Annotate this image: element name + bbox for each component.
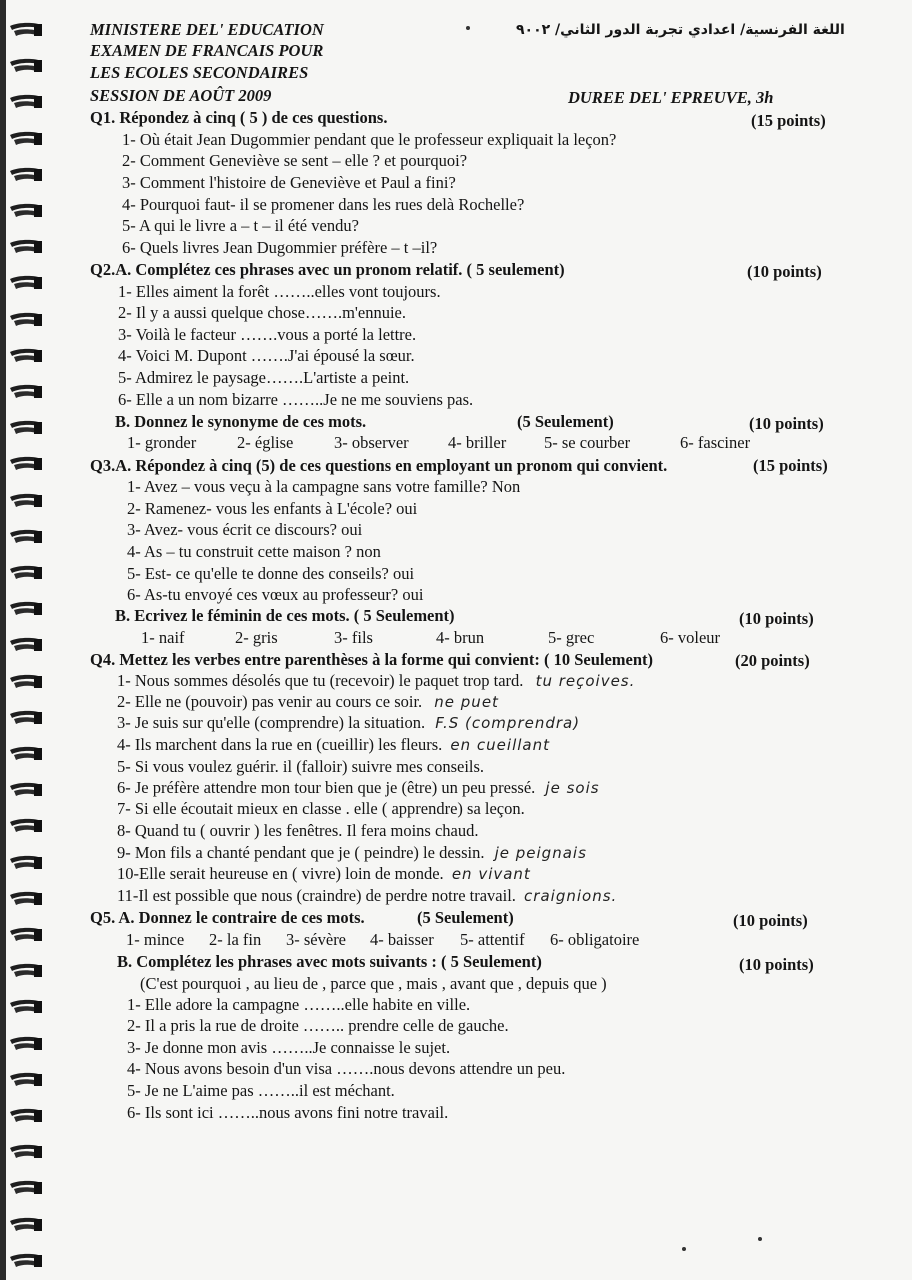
- q3a-item-5: 5- Est- ce qu'elle te donne des conseils? oui: [127, 564, 415, 583]
- q2a-title: Q2.A. Complétez ces phrases avec un pronom relatif. ( 5 seulement): [90, 260, 565, 279]
- q3a-points: (15 points): [753, 456, 828, 475]
- q5b-item-6: 6- Ils sont ici ……..nous avons fini notre travail.: [127, 1103, 449, 1122]
- q3a-item-4: 4- As – tu construit cette maison ? non: [127, 542, 381, 561]
- q5a-word-4: 4- baisser: [370, 930, 434, 949]
- q3b-word-5: 5- grec: [548, 628, 595, 647]
- q5a-points: (10 points): [733, 911, 808, 930]
- q4-item-11: [117, 886, 617, 906]
- q4-item-text: 7- Si elle écoutait mieux en classe . elle ( apprendre) sa leçon.: [117, 799, 525, 818]
- q2a-item-3: 3- Voilà le facteur …….vous a porté la lettre.: [118, 325, 417, 344]
- q4-points: (20 points): [735, 651, 810, 670]
- q4-item-text: 1- Nous sommes désolés que tu (recevoir) le paquet trop tard.: [117, 671, 524, 690]
- q1-item-4: 4- Pourquoi faut- il se promener dans les rues delà Rochelle?: [122, 195, 525, 214]
- q4-item-text: 6- Je préfère attendre mon tour bien que je (être) un peu pressé.: [117, 778, 536, 797]
- q4-item-text: 4- Ils marchent dans la rue en (cueillir) les fleurs.: [117, 735, 443, 754]
- q5b-item-1: 1- Elle adore la campagne ……..elle habite en ville.: [127, 995, 471, 1014]
- q3a-item-1: 1- Avez – vous veçu à la campagne sans votre famille? Non: [127, 477, 521, 496]
- q4-item-4: [117, 735, 550, 755]
- q5b-word-list: (C'est pourquoi , au lieu de , parce que , mais , avant que , depuis que ): [140, 974, 607, 993]
- q2b-note: (5 Seulement): [517, 412, 614, 431]
- q4-item-1: [117, 671, 635, 691]
- q4-item-10: [117, 864, 531, 884]
- stray-dot: [682, 1247, 686, 1251]
- q2a-item-6: 6- Elle a un nom bizarre ……..Je ne me souviens pas.: [118, 390, 474, 409]
- q1-title: Q1. Répondez à cinq ( 5 ) de ces questions.: [90, 108, 388, 127]
- header-session: SESSION DE AOÛT 2009: [90, 86, 272, 105]
- q4-item-2: [117, 692, 499, 712]
- q5a-title: Q5. A. Donnez le contraire de ces mots.: [90, 908, 365, 927]
- q3b-word-2: 2- gris: [235, 628, 278, 647]
- header-exam: EXAMEN DE FRANCAIS POUR: [90, 41, 324, 60]
- q5b-item-4: 4- Nous avons besoin d'un visa …….nous devons attendre un peu.: [127, 1059, 566, 1078]
- q2b-points: (10 points): [749, 414, 824, 433]
- q5a-word-6: 6- obligatoire: [550, 930, 640, 949]
- q2b-word-2: 2- église: [237, 433, 294, 452]
- q4-handwritten-answer: en vivant: [451, 865, 531, 883]
- q4-item-text: 8- Quand tu ( ouvrir ) les fenêtres. Il fera moins chaud.: [117, 821, 479, 840]
- q5a-word-1: 1- mince: [126, 930, 185, 949]
- q2a-item-5: 5- Admirez le paysage…….L'artiste a peint.: [118, 368, 410, 387]
- q4-handwritten-answer: je sois: [545, 779, 600, 797]
- q5b-title: B. Complétez les phrases avec mots suivants : ( 5 Seulement): [117, 952, 542, 971]
- q4-handwritten-answer: en cueillant: [450, 736, 550, 754]
- q4-handwritten-answer: craignions.: [524, 887, 618, 905]
- header-schools: LES ECOLES SECONDAIRES: [90, 63, 309, 82]
- q4-handwritten-answer: je peignais: [494, 844, 587, 862]
- q1-item-1: 1- Où était Jean Dugommier pendant que le professeur expliquait la leçon?: [122, 130, 617, 149]
- q3b-title: B. Ecrivez le féminin de ces mots. ( 5 Seulement): [115, 606, 455, 625]
- q2a-item-2: 2- Il y a aussi quelque chose…….m'ennuie.: [118, 303, 406, 322]
- q4-item-text: 5- Si vous voulez guérir. il (falloir) suivre mes conseils.: [117, 757, 485, 776]
- q5b-item-3: 3- Je donne mon avis ……..Je connaisse le sujet.: [127, 1038, 451, 1057]
- q4-item-9: [117, 843, 587, 863]
- q3b-points: (10 points): [739, 609, 814, 628]
- q2b-word-3: 3- observer: [334, 433, 409, 452]
- q5a-note: (5 Seulement): [417, 908, 514, 927]
- q4-item-text: 2- Elle ne (pouvoir) pas venir au cours ce soir.: [117, 692, 423, 711]
- q4-handwritten-answer: F.S (comprendra): [435, 714, 581, 732]
- stray-dot: [466, 26, 470, 30]
- q1-item-2: 2- Comment Geneviève se sent – elle ? et pourquoi?: [122, 151, 468, 170]
- q4-item-text: 9- Mon fils a chanté pendant que je ( peindre) le dessin.: [117, 843, 485, 862]
- q3a-item-3: 3- Avez- vous écrit ce discours? oui: [127, 520, 363, 539]
- q2a-item-4: 4- Voici M. Dupont …….J'ai épousé la sœur.: [118, 346, 415, 365]
- q3a-title: Q3.A. Répondez à cinq (5) de ces questions en employant un pronom qui convient.: [90, 456, 668, 475]
- q3b-word-3: 3- fils: [334, 628, 373, 647]
- q3b-word-6: 6- voleur: [660, 628, 721, 647]
- q1-points: (15 points): [751, 111, 826, 130]
- q4-item-5: [117, 757, 484, 777]
- q4-item-text: 3- Je suis sur qu'elle (comprendre) la situation.: [117, 713, 426, 732]
- header-duration: DUREE DEL' EPREUVE, 3h: [568, 88, 774, 107]
- q5b-item-2: 2- Il a pris la rue de droite …….. prendre celle de gauche.: [127, 1016, 509, 1035]
- q5b-item-5: 5- Je ne L'aime pas ……..il est méchant.: [127, 1081, 395, 1100]
- q1-item-6: 6- Quels livres Jean Dugommier préfère – t –il?: [122, 238, 438, 257]
- q4-title: Q4. Mettez les verbes entre parenthèses à la forme qui convient: ( 10 Seulement): [90, 650, 654, 669]
- q2a-points: (10 points): [747, 262, 822, 281]
- q3b-word-4: 4- brun: [436, 628, 485, 647]
- q3a-item-2: 2- Ramenez- vous les enfants à L'école? oui: [127, 499, 418, 518]
- header-ministry: MINISTERE DEL' EDUCATION: [90, 20, 324, 39]
- q2b-word-6: 6- fasciner: [680, 433, 751, 452]
- q4-item-3: [117, 713, 580, 733]
- q5a-word-2: 2- la fin: [209, 930, 262, 949]
- q2b-word-4: 4- briller: [448, 433, 507, 452]
- q4-handwritten-answer: tu reçoives.: [535, 672, 636, 690]
- q4-item-6: [117, 778, 600, 798]
- q2b-word-1: 1- gronder: [127, 433, 197, 452]
- q1-item-3: 3- Comment l'histoire de Geneviève et Paul a fini?: [122, 173, 456, 192]
- q5a-word-3: 3- sévère: [286, 930, 347, 949]
- header-arabic: اللغة الفرنسية/ اعدادي تجربة الدور الثاني/ ٢٠٠٩: [516, 22, 845, 38]
- q4-item-text: 10-Elle serait heureuse en ( vivre) loin de monde.: [117, 864, 444, 883]
- q1-item-5: 5- A qui le livre a – t – il été vendu?: [122, 216, 359, 235]
- q2b-word-5: 5- se courber: [544, 433, 631, 452]
- q2b-title: B. Donnez le synonyme de ces mots.: [115, 412, 367, 431]
- q4-item-text: 11-Il est possible que nous (craindre) de perdre notre travail.: [117, 886, 516, 905]
- q2a-item-1: 1- Elles aiment la forêt ……..elles vont toujours.: [118, 282, 441, 301]
- q4-handwritten-answer: ne puet: [434, 693, 499, 711]
- q3a-item-6: 6- As-tu envoyé ces vœux au professeur? oui: [127, 585, 424, 604]
- q3b-word-1: 1- naif: [141, 628, 185, 647]
- q5b-points: (10 points): [739, 955, 814, 974]
- q5a-word-5: 5- attentif: [460, 930, 525, 949]
- q4-item-7: [117, 799, 525, 819]
- stray-dot: [758, 1237, 762, 1241]
- q4-item-8: [117, 821, 479, 841]
